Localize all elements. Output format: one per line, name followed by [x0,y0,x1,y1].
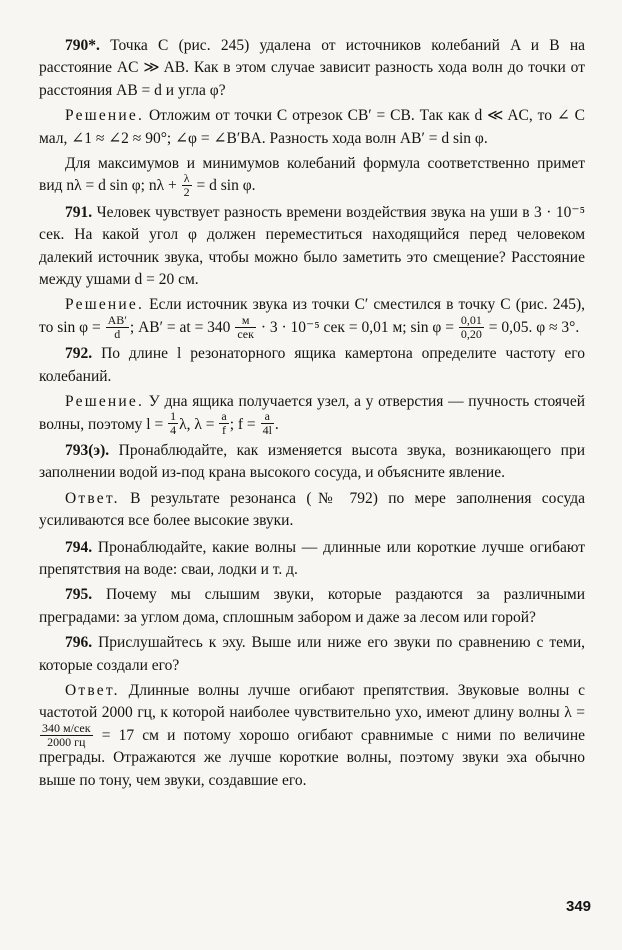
fraction [219,410,228,437]
solution-text: Если источник звука из точки C′ сместился в точку C (рис. 245), то sin φ = [39,296,586,336]
fraction [168,410,178,437]
problem-793 [39,440,585,485]
numerator: 1 [170,409,177,424]
solution-text: λ, λ = [179,415,215,433]
problem-text: Почему мы слышим звуки, которые раздаются за различными преградами: за углом дома, сплошным забором и даже за лесом или горой? [39,586,586,626]
denominator: 4l [262,423,272,438]
solution-label: Решение. [65,393,145,411]
problem-text: Точка C (рис. 245) удалена от источников колебаний A и B на расстояние AC ≫ AB. Как в этом случае зависит разность хода волн до точки от расстояния AB = d и угла φ? [39,37,586,99]
denominator: 0,20 [460,326,482,341]
answer-text: В результате резонанса (№ 792) по мере заполнения сосуда усиливаются все более высокие звуки. [39,489,585,530]
problem-number: 796. [65,634,93,652]
numerator: 340 м/сек [42,720,91,735]
denominator: d [114,326,121,341]
extra-790 [39,153,585,198]
numerator: a [261,410,274,424]
problem-790 [39,35,585,102]
fraction [261,410,274,437]
fraction [106,314,129,341]
solution-790 [39,105,585,150]
solution-text: . [274,415,279,433]
fraction [182,172,192,199]
fraction [40,722,93,749]
solution-label: Решение. [65,107,145,125]
problem-791 [39,202,585,292]
problem-text: Прислушайтесь к эху. Выше или ниже его звуки по сравнению с теми, которые создали его? [39,634,586,674]
fraction [459,314,484,341]
problem-795 [39,584,585,629]
answer-label: Ответ. [65,681,120,699]
numerator: AB′ [107,312,127,327]
answer-796 [39,680,585,792]
problem-number: 790*. [65,37,100,54]
answer-label: Ответ. [65,489,120,507]
problem-number: 793(э). [65,441,110,459]
solution-text: ; AB′ = at = 340 [129,318,231,336]
numerator: λ [182,172,192,186]
answer-793 [39,488,585,533]
numerator: a [221,409,227,424]
problem-text: Человек чувствует разность времени воздействия звука на уши в 3 · 10⁻⁵ сек. На какой угол φ должен переместиться находящийся перед человеком далекий источник звука, чтобы можно было заметить это смещение? Расстояние между ушами d = 20 см. [39,203,586,289]
numerator: 0,01 [460,312,482,327]
fraction [235,314,256,341]
page-body [39,35,585,795]
answer-text: = 17 см и потому хорошо огибают сравнимые с ними по величине преграды. Отражаются же лучше короткие волны, поэтому звуки эха обычно выше по тону, чем звуки, создавшие его. [39,726,585,789]
solution-text: Отложим от точки C отрезок CB′ = CB. Так как d ≪ AC, то ∠ C мал, ∠1 ≈ ∠2 ≈ 90°; ∠φ = ∠B′BA. Разность хода волн AB′ = d sin φ. [39,107,586,147]
solution-text: · 3 · 10⁻⁵ сек = 0,01 м; sin φ = [260,318,454,336]
solution-text: = 0,05. φ ≈ 3°. [488,318,580,336]
problem-text: Пронаблюдайте, какие волны — длинные или короткие лучше огибают препятствия на воде: сваи, лодки и т. д. [39,538,586,578]
solution-text: ; f = [229,415,256,433]
denominator: 2000 гц [47,734,86,749]
formula-text: Для максимумов и минимумов колебаний формула соответственно примет вид nλ = d sin φ; nλ + [39,155,585,195]
solution-792 [39,391,585,436]
formula-text: = d sin φ. [196,177,256,195]
denominator: сек [237,326,254,341]
problem-number: 792. [65,345,93,363]
answer-text: Длинные волны лучше огибают препятствия. Звуковые волны с частотой 2000 гц, к которой наиболее чувствительно ухо, имеют длину волны λ = [39,681,585,722]
denominator: 4 [170,423,177,438]
problem-number: 794. [65,538,93,556]
page-number: 349 [566,898,592,915]
problem-792 [39,343,585,388]
problem-text: По длине l резонаторного ящика камертона определите частоту его колебаний. [39,345,586,385]
problem-796 [39,632,585,677]
problem-number: 795. [65,586,93,604]
denominator: 2 [183,185,190,200]
numerator: м [235,314,256,328]
solution-791 [39,294,585,339]
problem-794 [39,537,585,582]
denominator: f [222,423,227,438]
problem-number: 791. [65,203,93,221]
solution-text: У дна ящика получается узел, а у отверстия — пучность стоячей волны, поэтому l = [39,393,586,433]
problem-text: Пронаблюдайте, как изменяется высота звука, возникающего при заполнении водой из-под крана высокого сосуда, и объясните явление. [39,441,586,482]
solution-label: Решение. [65,296,145,314]
